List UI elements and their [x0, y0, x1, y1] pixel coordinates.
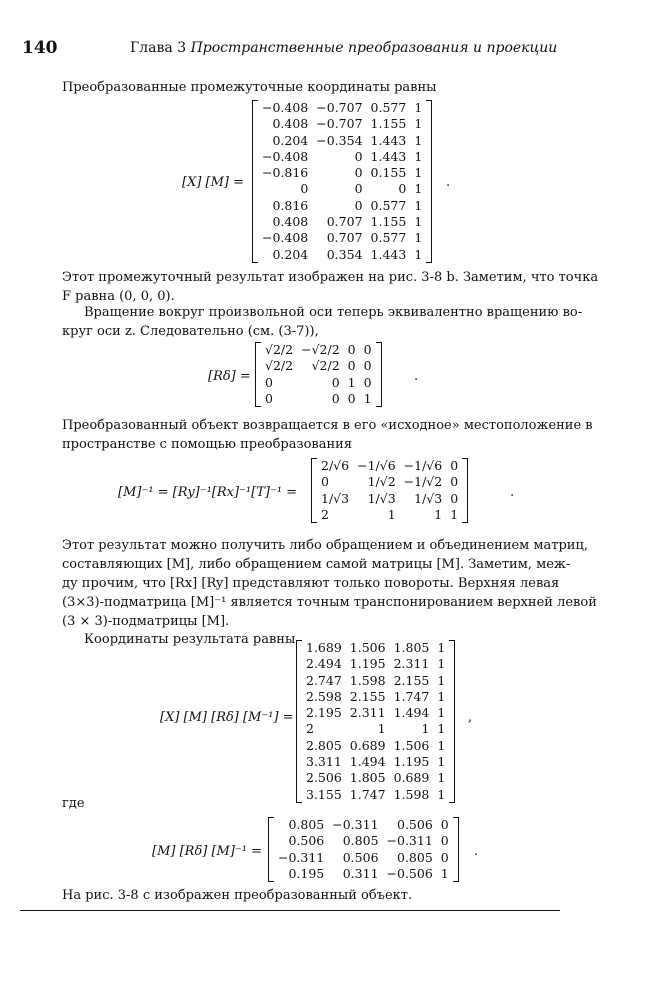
- matrix-cell: 2.805: [306, 737, 342, 753]
- matrix-cell: 1.689: [306, 640, 342, 655]
- matrix-cell: 1: [437, 672, 446, 688]
- matrix-cell: −0.311: [386, 833, 433, 849]
- matrix-cell: 0.155: [370, 165, 407, 181]
- matrix-cell: 2.506: [306, 770, 342, 786]
- matrix-cell: 0.354: [326, 246, 363, 262]
- matrix-cell: −0.354: [316, 132, 363, 148]
- matrix-cell: 1: [414, 148, 423, 164]
- matrix-cell: 2/√6: [321, 458, 350, 473]
- matrix-row: [317, 491, 462, 507]
- matrix-row: [302, 656, 449, 672]
- matrix-cell: 0: [347, 390, 356, 406]
- matrix-cell: 1.443: [370, 148, 407, 164]
- matrix-cell: 0: [440, 817, 449, 832]
- matrix-cell: 0.577: [370, 197, 407, 213]
- eq5-lhs: [M] [Rδ] [M]⁻¹ =: [152, 844, 263, 859]
- matrix-cell: 1.805: [393, 640, 430, 655]
- matrix-cell: 0.195: [288, 865, 325, 881]
- paragraph-intermediate: [62, 268, 598, 306]
- matrix-cell: 2: [321, 506, 329, 522]
- matrix-cell: −0.408: [262, 100, 309, 115]
- matrix-eq4: [296, 640, 455, 803]
- matrix-cell: 1: [437, 656, 446, 672]
- matrix-cell: 0: [265, 390, 273, 406]
- eq1-lhs: [X] [M] =: [182, 175, 245, 190]
- matrix-eq5: [268, 817, 459, 882]
- text-line: Преобразованный объект возвращается в его «исходное» местоположение в: [62, 418, 593, 433]
- text-line: F равна (0, 0, 0).: [62, 289, 175, 304]
- matrix-cell: −1/√6: [357, 458, 396, 473]
- matrix-cell: 0.408: [272, 214, 309, 230]
- matrix-cell: 0.689: [349, 737, 386, 753]
- matrix-row: [302, 738, 449, 754]
- matrix-row: [258, 230, 426, 246]
- eq5-end: .: [474, 844, 479, 859]
- matrix-cell: 1: [421, 721, 430, 737]
- matrix-cell: 1: [414, 214, 423, 230]
- matrix-cell: 0: [347, 358, 356, 374]
- matrix-cell: 0.816: [272, 197, 309, 213]
- matrix-cell: 1: [414, 181, 423, 197]
- matrix-cell: 0.506: [288, 833, 325, 849]
- matrix-row: [317, 458, 462, 474]
- text-line: ду прочим, что [Rx] [Ry] представляют только повороты. Верхняя левая: [62, 576, 560, 591]
- text-line: пространстве с помощью преобразования: [62, 437, 353, 452]
- matrix-row: [261, 342, 376, 358]
- matrix-cell: 2.195: [306, 705, 342, 721]
- matrix-cell: 0.805: [397, 849, 433, 865]
- paragraph-return: [62, 416, 593, 454]
- matrix-cell: 1/√3: [367, 490, 396, 506]
- matrix-cell: 1.747: [349, 786, 386, 802]
- matrix-cell: 2.311: [393, 656, 430, 672]
- matrix-cell: −0.408: [262, 230, 309, 246]
- matrix-cell: 0: [265, 374, 273, 390]
- matrix-cell: 0.689: [393, 770, 430, 786]
- matrix-row: [302, 705, 449, 721]
- matrix-row: [302, 770, 449, 786]
- matrix-cell: 2: [306, 721, 314, 737]
- matrix-cell: 0.506: [342, 849, 379, 865]
- matrix-cell: 1: [437, 754, 446, 770]
- matrix-cell: 0: [398, 181, 407, 197]
- matrix-cell: 0: [450, 490, 459, 506]
- matrix-cell: 1.195: [349, 656, 386, 672]
- matrix-cell: 0.506: [397, 817, 433, 832]
- text-line: составляющих [M], либо обращением самой матрицы [M]. Заметим, меж-: [62, 557, 571, 572]
- matrix-cell: −1/√6: [403, 458, 443, 473]
- matrix-cell: 0.204: [272, 246, 309, 262]
- matrix-cell: −0.311: [278, 849, 325, 865]
- matrix-cell: −0.816: [262, 165, 309, 181]
- matrix-cell: 1: [377, 721, 386, 737]
- matrix-cell: 2.311: [349, 705, 386, 721]
- chapter-label: Глава 3: [130, 40, 187, 56]
- chapter-title: Пространственные преобразования и проекции: [190, 40, 558, 56]
- matrix-row: [274, 866, 453, 882]
- matrix-cell: 1/√3: [414, 490, 443, 506]
- matrix-cell: 0.408: [272, 116, 309, 132]
- matrix-cell: 1: [414, 197, 423, 213]
- matrix-cell: −√2/2: [301, 342, 340, 357]
- matrix-cell: 1.494: [349, 754, 386, 770]
- matrix-cell: 1: [437, 721, 446, 737]
- matrix-cell: 1: [450, 506, 459, 522]
- matrix-cell: 0: [363, 342, 372, 357]
- matrix-cell: 1: [414, 230, 423, 246]
- matrix-cell: 0: [440, 849, 449, 865]
- text-line: (3×3)-подматрица [M]⁻¹ является точным транспонированием верхней левой: [62, 595, 597, 610]
- matrix-cell: √2/2: [265, 342, 294, 357]
- matrix-cell: 0.204: [272, 132, 309, 148]
- matrix-cell: 1: [363, 390, 372, 406]
- matrix-eq1: [252, 100, 432, 263]
- matrix-cell: 0: [354, 181, 363, 197]
- paragraph-final: На рис. 3-8 c изображен преобразованный объект.: [62, 888, 413, 903]
- matrix-cell: 2.494: [306, 656, 342, 672]
- matrix-cell: 0: [440, 833, 449, 849]
- matrix-cell: 1: [434, 506, 443, 522]
- matrix-cell: −0.506: [386, 865, 433, 881]
- matrix-cell: −1/√2: [403, 474, 443, 490]
- matrix-cell: 0: [450, 458, 459, 473]
- matrix-row: [258, 133, 426, 149]
- matrix-cell: 1.443: [370, 132, 407, 148]
- matrix-eq3: [311, 458, 468, 523]
- matrix-row: [302, 673, 449, 689]
- eq3-end: .: [510, 485, 515, 500]
- matrix-cell: 1: [437, 737, 446, 753]
- matrix-cell: 2.155: [393, 672, 430, 688]
- matrix-row: [302, 787, 449, 803]
- matrix-cell: 1.506: [349, 640, 386, 655]
- matrix-row: [258, 214, 426, 230]
- matrix-cell: 0.805: [288, 817, 325, 832]
- matrix-cell: 1.747: [393, 688, 430, 704]
- matrix-cell: 1: [387, 506, 396, 522]
- matrix-cell: 1: [414, 246, 423, 262]
- matrix-cell: 1.598: [393, 786, 430, 802]
- paragraph-intro: Преобразованные промежуточные координаты равны: [62, 80, 437, 95]
- matrix-row: [302, 721, 449, 737]
- matrix-cell: 1: [437, 688, 446, 704]
- matrix-row: [261, 358, 376, 374]
- matrix-row: [258, 247, 426, 263]
- running-header: [130, 40, 557, 56]
- matrix-cell: 2.155: [349, 688, 386, 704]
- matrix-cell: 0: [363, 374, 372, 390]
- matrix-row: [302, 754, 449, 770]
- text-line: Этот промежуточный результат изображен на рис. 3-8 b. Заметим, что точка: [62, 270, 599, 285]
- matrix-cell: 1: [414, 132, 423, 148]
- matrix-cell: 1: [437, 786, 446, 802]
- matrix-row: [302, 689, 449, 705]
- matrix-cell: 0.577: [370, 100, 407, 115]
- matrix-cell: 0.707: [326, 214, 363, 230]
- matrix-cell: 0.805: [342, 833, 379, 849]
- matrix-cell: √2/2: [311, 358, 340, 374]
- matrix-cell: 1: [414, 165, 423, 181]
- matrix-cell: 0: [331, 374, 340, 390]
- matrix-cell: −0.707: [316, 100, 363, 115]
- matrix-cell: 0.707: [326, 230, 363, 246]
- matrix-cell: 2.747: [306, 672, 342, 688]
- matrix-cell: 0: [354, 197, 363, 213]
- matrix-row: [258, 149, 426, 165]
- page-number: 140: [22, 38, 58, 58]
- paragraph-rotation: [62, 303, 582, 322]
- matrix-row: [274, 850, 453, 866]
- where-label: где: [62, 796, 85, 811]
- matrix-cell: 0: [354, 148, 363, 164]
- matrix-row: [258, 100, 426, 116]
- matrix-cell: 0.577: [370, 230, 407, 246]
- matrix-cell: 1: [414, 100, 423, 115]
- matrix-cell: 0: [300, 181, 309, 197]
- matrix-row: [261, 391, 376, 407]
- footer-rule: [20, 910, 560, 911]
- matrix-cell: √2/2: [265, 358, 294, 374]
- matrix-eq2: [255, 342, 382, 407]
- matrix-cell: 1: [437, 705, 446, 721]
- text-line: круг оси z. Следовательно (см. (3-7)),: [62, 324, 319, 339]
- matrix-cell: 1.195: [393, 754, 430, 770]
- matrix-cell: 0: [331, 390, 340, 406]
- matrix-row: [302, 640, 449, 656]
- matrix-cell: 1.805: [349, 770, 386, 786]
- matrix-row: [274, 833, 453, 849]
- matrix-cell: 1: [440, 865, 449, 881]
- matrix-cell: 1.494: [393, 705, 430, 721]
- eq1-end: .: [446, 175, 451, 190]
- paragraph-result: [62, 536, 597, 631]
- matrix-row: [258, 181, 426, 197]
- eq4-lhs: [X] [M] [Rδ] [M⁻¹] =: [160, 710, 294, 725]
- matrix-cell: −0.408: [262, 148, 309, 164]
- matrix-row: [317, 474, 462, 490]
- eq2-lhs: [Rδ] =: [208, 369, 251, 384]
- matrix-row: [258, 198, 426, 214]
- text-line: Этот результат можно получить либо обращением и объединением матриц,: [62, 538, 588, 553]
- eq3-lhs: [M]⁻¹ = [Ry]⁻¹[Rx]⁻¹[T]⁻¹ =: [118, 485, 298, 500]
- matrix-cell: 1.506: [393, 737, 430, 753]
- matrix-cell: 0: [354, 165, 363, 181]
- matrix-cell: 1: [347, 374, 356, 390]
- matrix-row: [258, 165, 426, 181]
- matrix-cell: 1: [437, 640, 446, 655]
- matrix-cell: 0: [450, 474, 459, 490]
- matrix-cell: 0.311: [342, 865, 379, 881]
- paragraph-coords: Координаты результата равны: [84, 632, 296, 647]
- matrix-cell: 1.155: [370, 116, 407, 132]
- eq4-end: ,: [468, 710, 473, 725]
- matrix-cell: 1: [414, 116, 423, 132]
- text-line: Вращение вокруг произвольной оси теперь эквивалентно вращению во-: [84, 305, 583, 320]
- matrix-cell: 1: [437, 770, 446, 786]
- matrix-cell: 0: [321, 474, 329, 490]
- eq2-end: .: [414, 369, 419, 384]
- matrix-cell: 3.311: [306, 754, 342, 770]
- text-line: (3 × 3)-подматрицы [M].: [62, 614, 230, 629]
- matrix-cell: 0: [363, 358, 372, 374]
- matrix-cell: 1/√3: [321, 490, 350, 506]
- matrix-row: [258, 116, 426, 132]
- paragraph-rotation-cont: [62, 322, 319, 341]
- matrix-cell: −0.707: [316, 116, 363, 132]
- matrix-cell: 2.598: [306, 688, 342, 704]
- matrix-cell: 1.598: [349, 672, 386, 688]
- matrix-row: [274, 817, 453, 833]
- matrix-cell: 1.443: [370, 246, 407, 262]
- matrix-cell: 0: [347, 342, 356, 357]
- matrix-cell: 1/√2: [367, 474, 396, 490]
- matrix-cell: 3.155: [306, 786, 342, 802]
- matrix-cell: −0.311: [332, 817, 379, 832]
- matrix-row: [317, 507, 462, 523]
- matrix-cell: 1.155: [370, 214, 407, 230]
- matrix-row: [261, 375, 376, 391]
